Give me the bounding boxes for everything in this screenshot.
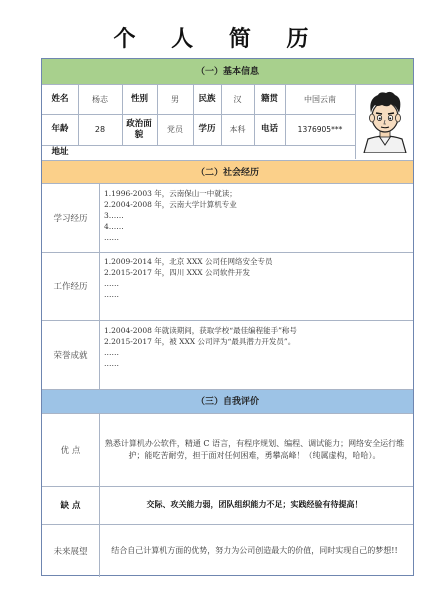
study-lines (104, 188, 407, 243)
ethnicity-label: 民族 (198, 94, 216, 104)
honor-lines (104, 325, 407, 369)
honor-line: …… (104, 348, 119, 357)
avatar (358, 89, 412, 153)
strengths-text: 熟悉计算机办公软件，精通 C 语言，有程序规划、编程、调试能力；网络安全运行维护；能吃苦耐劳，担于面对任何困难，勇攀高峰！（纯属虚构，哈哈）。 (104, 439, 405, 460)
political-value: 党员 (167, 125, 183, 134)
name-value: 杨志 (92, 95, 108, 104)
address-label: 地址 (51, 146, 69, 157)
honor-line: 1.2004-2008 年就读期间，获取学校“最佳编程能手”称号 (104, 326, 297, 335)
work-label: 工作经历 (53, 282, 88, 292)
origin-label: 籍贯 (260, 94, 278, 104)
section-self-evaluation: （三）自我评价 (42, 389, 413, 414)
outlook-label: 未来展望 (53, 546, 88, 557)
outlook-text: 结合自己计算机方面的优势，努力为公司创造最大的价值，同时实现自己的梦想!! (111, 545, 398, 555)
education-value: 本科 (229, 125, 246, 134)
weakness-text: 交际、攻关能力弱，团队组织能力不足；实践经验有待提高！ (146, 500, 363, 509)
section-basic-info: （一）基本信息 (42, 59, 413, 85)
honor-line: 2.2015-2017 年，被 XXX 公司评为“最具潜力开发员”。 (104, 337, 296, 346)
study-line: 4…… (104, 222, 124, 231)
work-lines (104, 256, 407, 300)
work-line: 2.2015-2017 年，四川 XXX 公司软件开发 (104, 268, 251, 277)
ethnicity-value: 汉 (233, 95, 242, 104)
age-value: 28 (94, 125, 106, 134)
strengths-label: 优 点 (60, 446, 81, 456)
origin-value: 中国云南 (304, 95, 336, 104)
name-label: 姓名 (51, 94, 69, 104)
study-line: 2.2004-2008 年，云南大学计算机专业 (104, 200, 237, 209)
work-line: …… (104, 279, 119, 288)
education-label: 学历 (198, 124, 216, 134)
honor-line: …… (104, 359, 119, 368)
gender-label: 性别 (130, 94, 148, 104)
study-line: 3…… (104, 211, 124, 220)
honor-label: 荣誉成就 (53, 350, 88, 361)
study-label: 学习经历 (53, 214, 88, 224)
address-value (78, 145, 355, 159)
study-line: …… (104, 233, 119, 242)
resume-table (41, 58, 414, 576)
study-line: 1.1996-2003 年，云南保山一中就读； (104, 189, 237, 198)
page-title: 个 人 简 历 (113, 27, 323, 52)
weakness-label: 缺 点 (60, 501, 81, 511)
age-label: 年龄 (51, 124, 69, 134)
section-social-experience: （二）社会经历 (42, 160, 413, 184)
gender-value: 男 (171, 95, 179, 104)
phone-label: 电话 (260, 124, 278, 134)
phone-value: 1376905*** (297, 125, 343, 134)
political-label: 政治面貌 (126, 118, 152, 140)
work-line: 1.2009-2014 年，北京 XXX 公司任网络安全专员 (104, 257, 273, 266)
work-line: …… (104, 290, 119, 299)
basic-info-grid (42, 85, 413, 159)
